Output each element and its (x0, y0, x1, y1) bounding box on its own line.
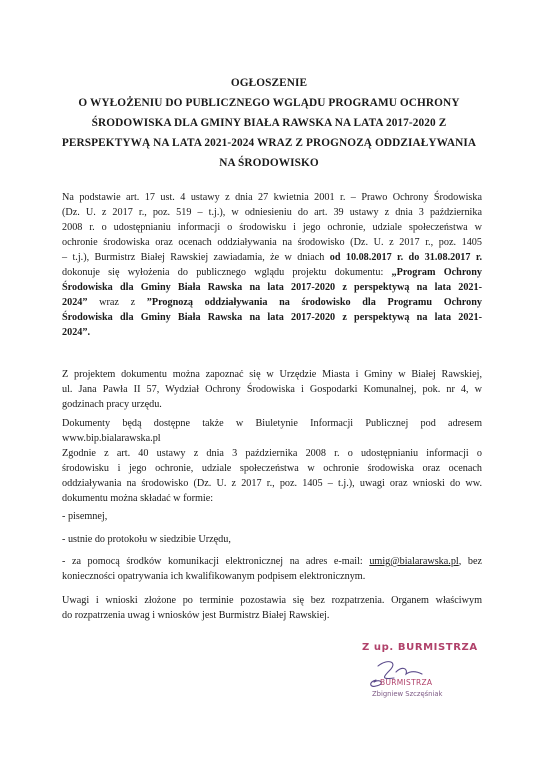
title-line: PERSPEKTYWĄ NA LATA 2021-2024 WRAZ Z PROGNOZĄ ODDZIAŁYWANIA (61, 137, 477, 149)
text-line: dokumentu można składać w formie: (62, 493, 214, 504)
option-written (62, 509, 482, 524)
text-line: - ustnie do protokołu w siedzibie Urzędu, (62, 534, 231, 545)
stamp-name: Zbigniew Szczęśniak (372, 690, 443, 698)
intro-paragraph (62, 190, 482, 340)
document-name: Środowiska dla Gminy Biała Rawska na lata 2017-2020 z perspektywą na lata 2021- (62, 312, 482, 323)
bip-paragraph (62, 416, 482, 446)
text-line (62, 250, 482, 265)
text-line (62, 295, 482, 310)
text-line: Uwagi i wnioski złożone po terminie pozostawia się bez rozpatrzenia. Organem właściwym (62, 595, 482, 606)
text-line: oddziaływania na środowisko (Dz. U. z 2017 r., poz. 1405 – t.j.), uwagi oraz wnioski do ww. (62, 478, 482, 489)
text-line (62, 280, 482, 295)
option-oral (62, 532, 482, 547)
text-line: do rozpatrzenia uwag i wniosków jest Burmistrz Białej Rawskiej. (62, 610, 330, 621)
text-line: środowisku i jego ochronie, udziale społeczeństwa w ochronie środowiska oraz ocenach (62, 463, 482, 474)
text-line: Z projektem dokumentu można zapoznać się w Urzędzie Miasta i Gminy w Białej Rawskiej, (62, 369, 482, 380)
stamp-title: BURMISTRZA (380, 678, 433, 687)
stamp-authorization: Z up. BURMISTRZA (362, 642, 478, 653)
text-line: godzinach pracy urzędu. (62, 399, 162, 410)
email-link[interactable]: umig@bialarawska.pl (369, 556, 459, 567)
text-line: Dokumenty będą dostępne także w Biuletynie Informacji Publicznej pod adresem (62, 418, 482, 429)
title-line: OGŁOSZENIE (230, 77, 308, 89)
text-segment: dokonuje się wyłożenia do publicznego wglądu projektu dokumentu: (62, 267, 384, 278)
date-range: od 10.08.2017 r. do 31.08.2017 r. (329, 252, 482, 263)
notice-paragraph (62, 446, 482, 506)
text-line (62, 325, 482, 340)
text-line (62, 310, 482, 325)
title-line: NA ŚRODOWISKO (219, 157, 319, 169)
document-name: 2024” (62, 297, 88, 308)
document-name: ”Prognozą oddziaływania na środowisko dla Programu Ochrony (146, 297, 482, 308)
text-segment: – t.j.), Burmistrz Białej Rawskiej zawiadamia, że w dniach (62, 252, 325, 263)
title-line: ŚRODOWISKA DLA GMINY BIAŁA RAWSKA NA LATA 2017-2020 Z (91, 117, 447, 129)
text-segment: wraz z (99, 297, 136, 308)
document-name: Środowiska dla Gminy Biała Rawska na lata 2017-2020 z perspektywą na lata 2021- (62, 282, 482, 293)
text-line (62, 265, 482, 280)
option-electronic (62, 554, 482, 584)
text-line (62, 554, 482, 569)
text-line: - pisemnej, (62, 511, 108, 522)
text-line: Na podstawie art. 17 ust. 4 ustawy z dnia 27 kwietnia 2001 r. – Prawo Ochrony Środowiska (62, 192, 482, 203)
text-line: (Dz. U. z 2017 r., poz. 519 – t.j.), w odniesieniu do art. 39 ustawy z dnia 3 października (62, 207, 482, 218)
text-line: 2008 r. o udostępnianiu informacji o środowisku i jego ochronie, udziale społeczeństwa w (62, 222, 482, 233)
document-name: „Program Ochrony (391, 267, 483, 278)
bip-address: www.bip.bialarawska.pl (62, 433, 161, 444)
text-line: ochronie środowiska oraz ocenach oddziaływania na środowisko (Dz. U. z 2017 r., poz. 1405 (62, 237, 482, 248)
text-segment: , bez (458, 556, 482, 567)
text-segment: - za pomocą środków komunikacji elektronicznej na adres e-mail: (62, 556, 363, 567)
document-name: 2024”. (62, 327, 91, 338)
text-line: konieczności opatrywania ich kwalifikowanym podpisem elektronicznym. (62, 571, 366, 582)
text-line: ul. Jana Pawła II 57, Wydział Ochrony Środowiska i Gospodarki Komunalnej, pok. nr 4, w (62, 384, 482, 395)
final-paragraph (62, 593, 482, 623)
document-title (40, 73, 498, 173)
location-paragraph (62, 367, 482, 412)
title-line: O WYŁOŻENIU DO PUBLICZNEGO WGLĄDU PROGRAMU OCHRONY (78, 97, 460, 109)
signature-stamp (350, 642, 478, 722)
text-line: Zgodnie z art. 40 ustawy z dnia 3 października 2008 r. o udostępnianiu informacji o (62, 448, 482, 459)
